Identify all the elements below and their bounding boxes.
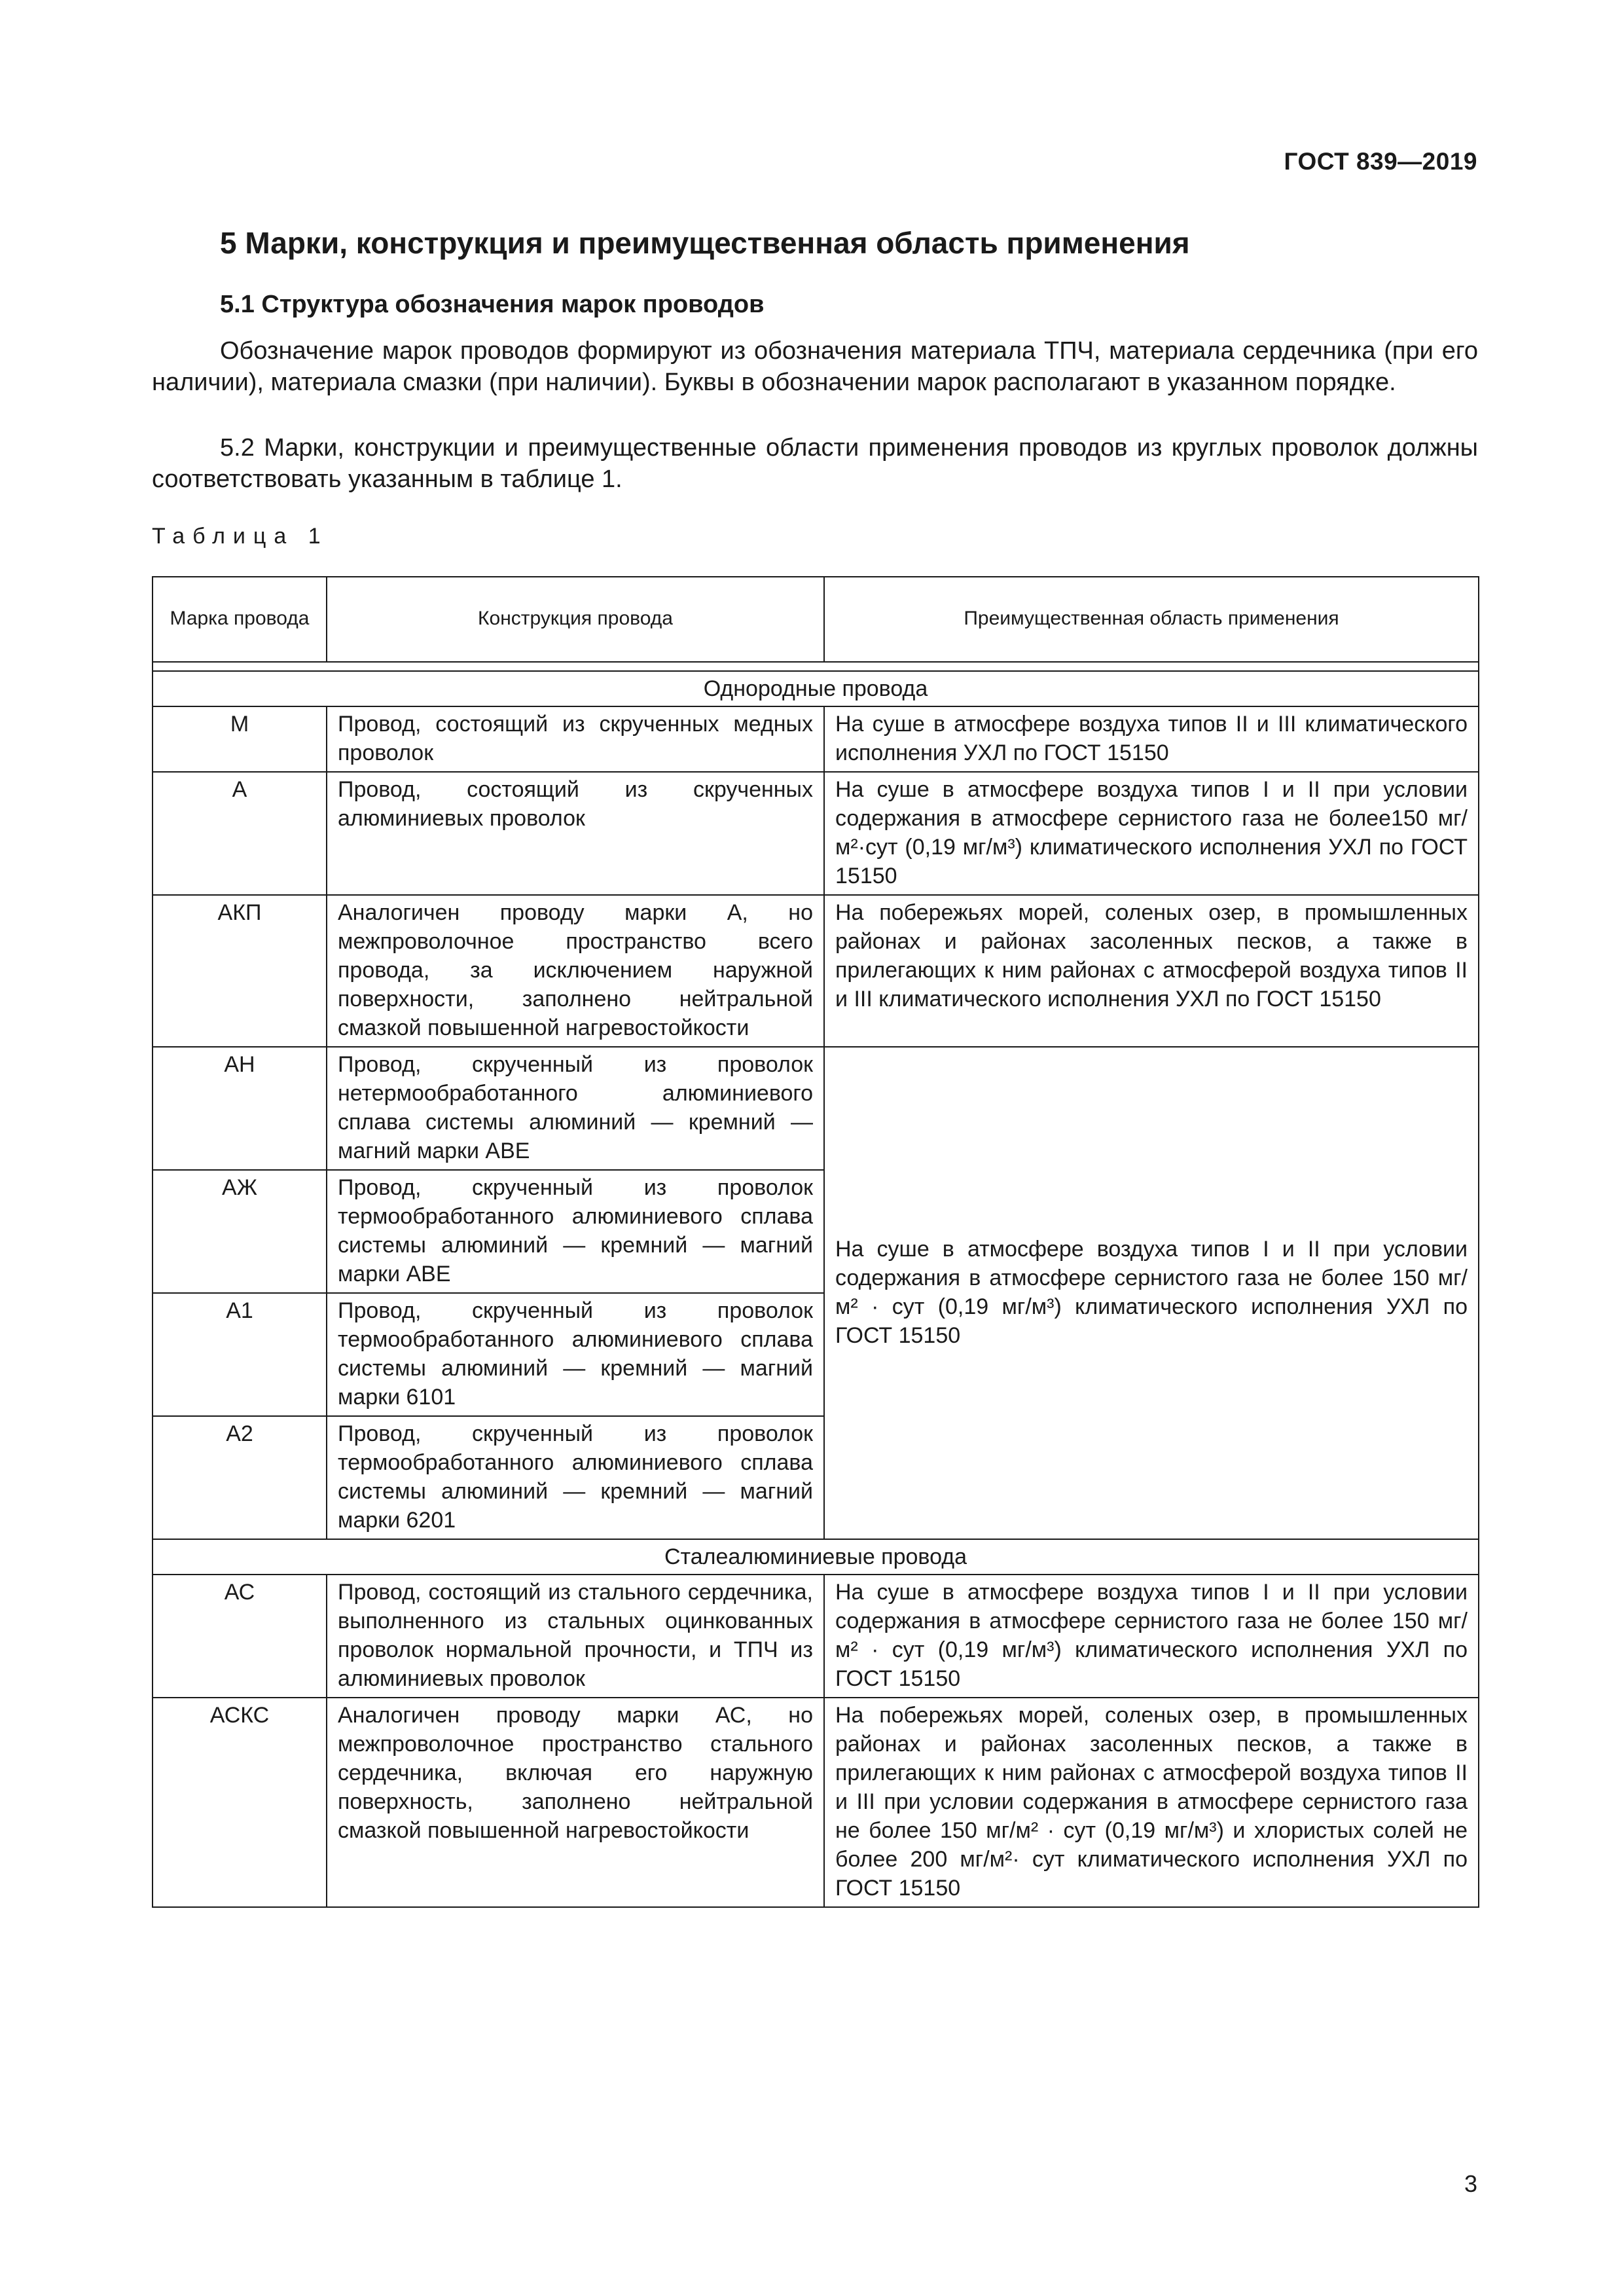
page-number: 3 [1464, 2170, 1477, 2197]
cell-mark: АЖ [153, 1170, 327, 1293]
header-construction: Конструкция провода [327, 577, 824, 662]
paragraph-table-reference: 5.2 Марки, конструкции и преимущественные области применения проводов из круглых проволок должны соответствовать указанным в таблице 1. [152, 434, 1478, 493]
cell-mark: АСКС [153, 1698, 327, 1907]
cell-mark: АКП [153, 895, 327, 1047]
cell-construction: Провод, состоящий из стального сердечника, выполненного из стальных оцинкованных проволок нормальной прочности, и ТПЧ из алюминиевых проволок [327, 1575, 824, 1698]
cell-mark: АС [153, 1575, 327, 1698]
header-application: Преимущественная область применения [824, 577, 1479, 662]
cell-mark: АН [153, 1047, 327, 1170]
cell-construction: Провод, скрученный из проволок термообработанного алюминиевого сплава системы алюминий — кремний — магний марки 6101 [327, 1293, 824, 1416]
section-title: 5 Марки, конструкция и преимущественная область применения [220, 226, 1190, 260]
table-row [153, 1575, 1479, 1698]
cell-application: На побережьях морей, соленых озер, в промышленных районах и районах засоленных песков, а также в прилегающих к ним районах с атмосферой воздуха типов II и III при условии содержания в атмосфере сернистого газа не более 150 мг/м² · сут (0,19 мг/м³) и хлористых солей не более 200 мг/м²· сут климатического исполнения УХЛ по ГОСТ 15150 [824, 1698, 1479, 1907]
header-mark: Марка провода [153, 577, 327, 662]
header-separator [153, 662, 1479, 671]
wire-marks-table [152, 576, 1479, 1908]
cell-application: На побережьях морей, соленых озер, в промышленных районах и районах засоленных песков, а также в прилегающих к ним районах с атмосферой воздуха типов II и III климатического исполнения УХЛ по ГОСТ 15150 [824, 895, 1479, 1047]
table-row [153, 706, 1479, 772]
paragraph-designation-structure: Обозначение марок проводов формируют из обозначения материала ТПЧ, материала сердечника (при его наличии), материала смазки (при наличии). Буквы в обозначении марок располагают в указанном порядке. [152, 337, 1478, 396]
cell-construction: Провод, состоящий из скрученных медных проволок [327, 706, 824, 772]
cell-construction: Аналогичен проводу марки А, но межпроволочное пространство всего провода, за исключением наружной поверхности, заполнено нейтральной смазкой повышенной нагревостойкости [327, 895, 824, 1047]
cell-mark: А2 [153, 1416, 327, 1539]
cell-application-merged: На суше в атмосфере воздуха типов I и II при условии содержания в атмосфере сернистого газа не более 150 мг/м² · сут (0,19 мг/м³) климатического исполнения УХЛ по ГОСТ 15150 [824, 1047, 1479, 1539]
subsection-title: 5.1 Структура обозначения марок проводов [220, 291, 765, 318]
table-header-row [153, 577, 1479, 662]
cell-mark: А [153, 772, 327, 895]
group-label: Сталеалюминиевые провода [153, 1539, 1479, 1575]
cell-application: На суше в атмосфере воздуха типов I и II при условии содержания в атмосфере сернистого газа не более150 мг/м²·сут (0,19 мг/м³) климатического исполнения УХЛ по ГОСТ 15150 [824, 772, 1479, 895]
cell-mark: М [153, 706, 327, 772]
cell-construction: Провод, скрученный из проволок нетермообработанного алюминиевого сплава системы алюминий — кремний — магний марки АВЕ [327, 1047, 824, 1170]
table-caption: Таблица 1 [152, 524, 329, 549]
cell-construction: Провод, состоящий из скрученных алюминиевых проволок [327, 772, 824, 895]
cell-construction: Провод, скрученный из проволок термообработанного алюминиевого сплава системы алюминий — кремний — магний марки АВЕ [327, 1170, 824, 1293]
cell-application: На суше в атмосфере воздуха типов I и II при условии содержания в атмосфере сернистого газа не более 150 мг/м² · сут (0,19 мг/м³) климатического исполнения УХЛ по ГОСТ 15150 [824, 1575, 1479, 1698]
table-row [153, 1698, 1479, 1907]
cell-application: На суше в атмосфере воздуха типов II и III климатического исполнения УХЛ по ГОСТ 15150 [824, 706, 1479, 772]
group-row-steel-aluminium [153, 1539, 1479, 1575]
cell-construction: Провод, скрученный из проволок термообработанного алюминиевого сплава системы алюминий — кремний — магний марки 6201 [327, 1416, 824, 1539]
table-row [153, 895, 1479, 1047]
table-row [153, 1047, 1479, 1170]
cell-construction: Аналогичен проводу марки АС, но межпроволочное пространство стального сердечника, включая его наружную поверхность, заполнено нейтральной смазкой повышенной нагревостойкости [327, 1698, 824, 1907]
document-id: ГОСТ 839—2019 [1284, 148, 1477, 175]
group-label: Однородные провода [153, 671, 1479, 706]
table-row [153, 772, 1479, 895]
group-row-homogeneous [153, 671, 1479, 706]
cell-mark: А1 [153, 1293, 327, 1416]
